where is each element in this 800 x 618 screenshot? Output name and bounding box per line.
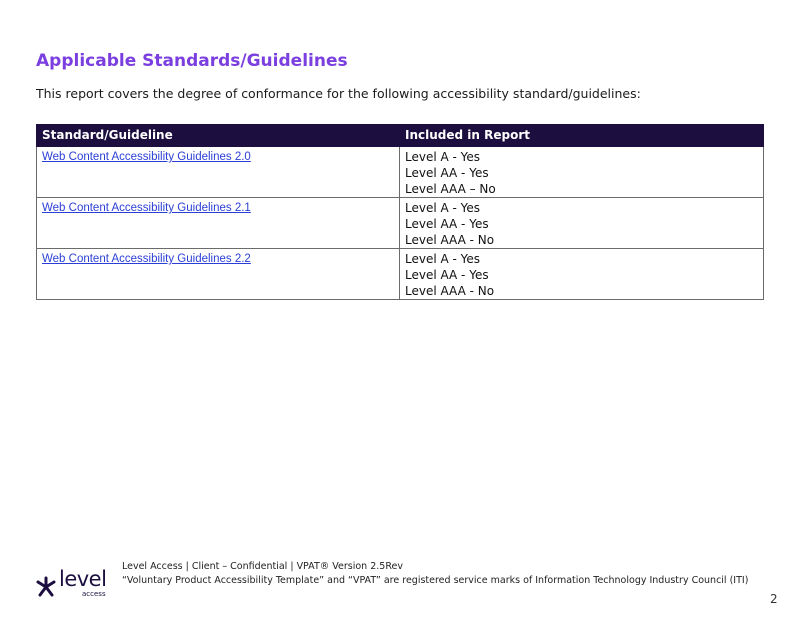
footer-trademark-line: “Voluntary Product Accessibility Template” and “VPAT” are registered service marks of Information Technology Industry Council (ITI) <box>122 575 749 586</box>
table-row <box>37 198 764 249</box>
logo-subtext: access <box>82 590 106 598</box>
level-a-status: Level A - Yes <box>405 150 481 164</box>
header-included: Included in Report <box>400 125 764 147</box>
standard-cell <box>37 249 400 300</box>
page-number: 2 <box>770 592 778 606</box>
level-aaa-status: Level AAA - No <box>405 284 495 298</box>
logo-mark-icon <box>34 575 58 599</box>
page-title: Applicable Standards/Guidelines <box>36 51 348 71</box>
level-aa-status: Level AA - Yes <box>405 166 489 180</box>
wcag-2-1-link[interactable]: Web Content Accessibility Guidelines 2.1 <box>42 202 251 214</box>
levels-cell <box>400 147 764 198</box>
table-header-row <box>37 125 764 147</box>
level-aaa-status: Level AAA – No <box>405 182 496 196</box>
level-a-status: Level A - Yes <box>405 201 481 215</box>
wcag-2-0-link[interactable]: Web Content Accessibility Guidelines 2.0 <box>42 151 251 163</box>
level-aaa-status: Level AAA - No <box>405 233 495 247</box>
footer-confidential-line: Level Access | Client – Confidential | VPAT® Version 2.5Rev <box>122 561 403 572</box>
level-access-logo <box>34 567 114 601</box>
standard-cell <box>37 198 400 249</box>
wcag-2-2-link[interactable]: Web Content Accessibility Guidelines 2.2 <box>42 253 251 265</box>
level-aa-status: Level AA - Yes <box>405 268 489 282</box>
table-row <box>37 147 764 198</box>
standard-cell <box>37 147 400 198</box>
levels-cell <box>400 249 764 300</box>
header-standard: Standard/Guideline <box>37 125 400 147</box>
intro-text: This report covers the degree of conformance for the following accessibility standard/guidelines: <box>36 86 641 101</box>
level-aa-status: Level AA - Yes <box>405 217 489 231</box>
levels-cell <box>400 198 764 249</box>
level-a-status: Level A - Yes <box>405 252 481 266</box>
logo-wordmark: level <box>59 567 107 591</box>
table-row <box>37 249 764 300</box>
standards-table <box>36 124 764 300</box>
